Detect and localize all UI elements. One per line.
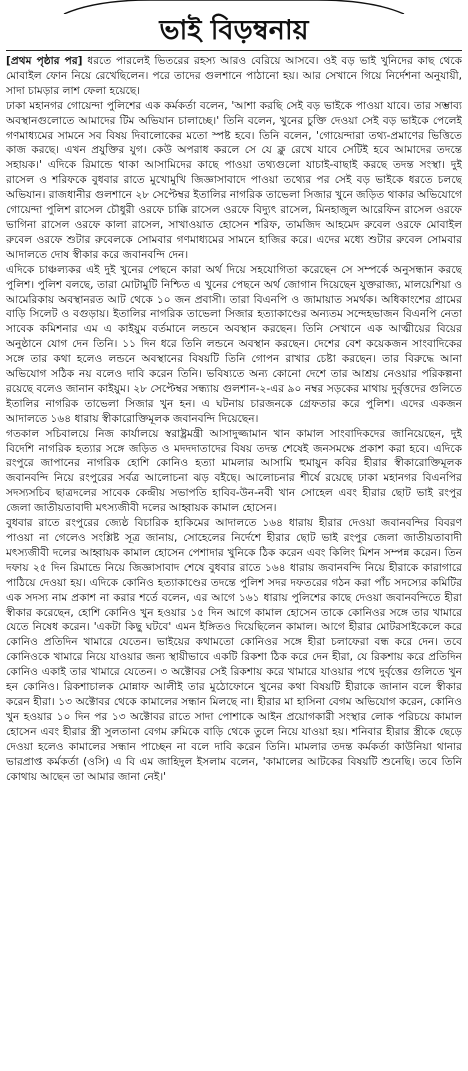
article-paragraph: এদিকে চাঞ্চল্যকর এই দুই খুনের পেছনে কারা অর্থ দিয়ে সহযোগিতা করেছেন সে সম্পর্কে অনুসন্ধান করছে পুলিশ। পুলিশ বলছে, তারা মোটামুটি নিশ্চিত এ খুনের পেছনে অর্থ জোগান দিয়েছেন যুক্তরাজ্য, মালয়েশিয়া ও আমেরিকায় অবস্থানরত আট থেকে ১০ জন প্রবাসী। তারা বিএনপি ও জামায়াত সমর্থক। অধিকাংশের গ্রামের বাড়ি সিলেট ও বগুড়ায়। ইতালির নাগরিক তাভেলা সিজার হত্যাকাণ্ডের অন্যতম সন্দেহভাজন বিএনপি নেতা সাবেক কমিশনার এম এ কাইয়ুম বর্তমানে লন্ডনে অবস্থান করছেন। তিনি সেখানে এক আত্মীয়ের বিয়ের অনুষ্ঠানে যোগ দেন তিনি। ১১ দিন ধরে তিনি লন্ডনে অবস্থান করছেন। দেশের বেশ কয়েকজন সাংবাদিকের সঙ্গে তার কথা হলেও লন্ডনে অবস্থানের বিষয়টি তিনি গোপন রাখার চেষ্টা করছেন। তার বিরুদ্ধে আনা অভিযোগ সঠিক নয় বলেও দাবি করেন তিনি। ভবিষ্যতে অন্য কোনো দেশে তার আশ্রয় নেওয়ার পরিকল্পনা রয়েছে বলেও জানান কাইয়ুম। ২৮ সেপ্টেম্বর সন্ধ্যায় গুলশান-২-এর ৯০ নম্বর সড়কের মাথায় দুর্বৃত্তদের গুলিতে ইতালির নাগরিক তাভেলা সিজার খুন হন। এ ঘটনায় চারজনকে গ্রেফতার করে পুলিশ। এদের একজন আদালতে ১৬৪ ধারায় স্বীকারোক্তিমূলক জবানবন্দি দিয়েছেন। (6, 263, 462, 425)
continuation-label: [প্রথম পৃষ্ঠার পর] (6, 55, 83, 67)
article-paragraph: বুধবার রাতে রংপুরের জ্যেষ্ঠ বিচারিক হাকিমের আদালতে ১৬৪ ধারায় হীরার দেওয়া জবানবন্দির বিবরণ পাওয়া না গেলেও সংশ্লিষ্ট সূত্র জানায়, সোহেলের নির্দেশে হীরার ছোট ভাই রংপুর জেলা জাতীয়তাবাদী মৎস্যজীবী দলের আহ্বায়ক কামাল হোসেন পেশাদার খুনিকে ঠিক করেন এবং কিলিং মিশন সম্পন্ন করেন। তিন দফায় ২৫ দিন রিমান্ডে নিয়ে জিজ্ঞাসাবাদ শেষে বুধবার রাতে ১৬৪ ধারায় জবানবন্দি নিয়ে হীরাকে কারাগারে পাঠিয়ে দেওয়া হয়। এদিকে কোনিও হত্যাকাণ্ডের তদন্তে পুলিশ সদর দফতরের গঠন করা পাঁচ সদস্যের কমিটির এক সদস্য নাম প্রকাশ না করার শর্তে বলেন, এর আগে ১৬১ ধারায় পুলিশের কাছে দেওয়া জবানবন্দিতে হীরা স্বীকার করেছেন, হোশি কোনিও খুন হওয়ার ১৫ দিন আগে কামাল হোসেন তাকে কোনিওর সঙ্গে তার খামারে যেতে নিষেধ করেন। 'একটা কিছু ঘটবে' এমন ইঙ্গিতও দিয়েছিলেন কামাল। আগে হীরার মোটরসাইকেলে করে কোনিও প্রতিদিন খামারে যেতেন। ভাইয়ের কথামতো কোনিওর সঙ্গে হীরা চলাফেরা বন্ধ করে দেন। তবে কোনিওকে খামারে নিয়ে যাওয়ার জন্য স্থায়ীভাবে একটি রিকশা ঠিক করে দেন হীরা, যে রিকশায় করে প্রতিদিন কোনিও একাই তার খামারে যেতেন। ৩ অক্টোবর সেই রিকশায় করে খামারে যাওয়ার পথে দুর্বৃত্তের গুলিতে খুন হন কোনিও। রিকশাচালক মোন্নাফ আলীই তার মুঠোফোনে খুনের কথা বিষয়টি হীরাকে জানান বলে স্বীকার করেন হীরা। ১৩ অক্টোবর থেকে কামালের সন্ধান মিলছে না। হীরার মা হাসিনা বেগম অভিযোগ করেন, কোনিও খুন হওয়ার ১০ দিন পর ১৩ অক্টোবর রাতে সাদা পোশাকে আইন প্রয়োগকারী সংস্থার লোক পরিচয়ে কামাল হোসেন এবং হীরার স্ত্রী সুলতানা বেগম রুমিকে বাড়ি থেকে তুলে নিয়ে যাওয়া হয়। শনিবার হীরার স্ত্রীকে ছেড়ে দেওয়া হলেও কামালের সন্ধান পাচ্ছেন না বলে দাবি করেন তিনি। মামলার তদন্ত কর্মকর্তা কাউনিয়া থানার ভারপ্রাপ্ত কর্মকর্তা (ওসি) এ বি এম জাহিদুল ইসলাম বলেন, 'কামালের আটকের বিষয়টি শুনেছি। তবে তিনি কোথায় আছেন তা আমার জানা নেই।' (6, 517, 462, 783)
article-paragraph (6, 54, 462, 99)
article-headline: ভাই বিড়ম্বনায় (159, 15, 309, 46)
article-paragraph: ঢাকা মহানগর গোয়েন্দা পুলিশের এক কর্মকর্তা বলেন, 'আশা করছি সেই বড় ভাইকে পাওয়া যাবে। তার সম্ভাব্য অবস্থানগুলোতে আমাদের টিম অভিযান চালাচ্ছে।' তিনি বলেন, খুনের চুক্তি দেওয়া সেই বড় ভাইকে পেলেই গণমাধ্যমের সামনে সব বিষয় দিবালোকের মতো স্পষ্ট হবে। তিনি বলেন, 'গোয়েন্দারা তথ্য-প্রমাণের ভিত্তিতে কাজ করছে। এখন প্রযুক্তির যুগ। কেউ অপরাধ করলে সে যে ক্লু রেখে যাবে সেটিই হবে আমাদের তদন্তে সহায়ক।' এদিকে রিমান্ডে থাকা আসামিদের কাছে পাওয়া তথ্যগুলো যাচাই-বাছাই করছে তদন্ত সংস্থা। দুই রাসেল ও শরিফকে বুধবার রাতে মুখোমুখি জিজ্ঞাসাবাদে পাওয়া তথ্যের পর সেই বড় ভাইকে ধরতে চলছে অভিযান। রাজধানীর গুলশানে ২৮ সেপ্টেম্বর ইতালির নাগরিক তাভেলা সিজার খুনে জড়িত থাকার অভিযোগে গোয়েন্দা পুলিশ রাসেল চৌধুরী ওরফে চাক্কি রাসেল ওরফে বিদ্যুৎ রাসেল, মিনহাজুল আরেফিন রাসেল ওরফে ভাগিনা রাসেল ওরফে কালা রাসেল, সাখাওয়াত হোসেন শরিফ, তামজিদ আহমেদ রুবেল ওরফে মোবাইল রুবেল ওরফে শুটার রুবেলকে সোমবার গণমাধ্যমের সামনে হাজির করে। এদের মধ্যে শুটার রুবেল সোমবার আদালতে দোষ স্বীকার করে জবানবন্দি দেন। (6, 99, 462, 261)
article-paragraph: গতকাল সচিবালয়ে নিজ কার্যালয়ে স্বরাষ্ট্রমন্ত্রী আসাদুজ্জামান খান কামাল সাংবাদিকদের জানিয়েছেন, দুই বিদেশি নাগরিক হত্যার সঙ্গে জড়িত ও মদদদাতাদের বিষয় তদন্ত শেষেই জনসমক্ষে প্রকাশ করা হবে। এদিকে রংপুরে জাপানের নাগরিক হোশি কোনিও হত্যা মামলার আসামি হুমায়ুন কবির হীরার স্বীকারোক্তিমূলক জবানবন্দি নিয়ে রংপুরের সর্বত্র আলোচনা ঝড় বইছে। আলোচনার শীর্ষে রয়েছে ঢাকা মহানগর বিএনপির সদস্যসচিব ছাত্রদলের সাবেক কেন্দ্রীয় সভাপতি হাবিব-উন-নবী খান সোহেল এবং হীরার ছোট ভাই রংপুর জেলা জাতীয়তাবাদী মৎস্যজীবী দলের আহ্বায়ক কামাল হোসেন। (6, 427, 462, 515)
headline-divider (6, 50, 462, 51)
article-body (6, 54, 462, 1066)
paragraph-text: ধরতে পারলেই ভিতরের রহস্য আরও বেরিয়ে আসবে। ওই বড় ভাই খুনিদের কাছ থেকে মোবাইল ফোন নিয়ে রেখেছিলেন। পরে তাদের গুলশানে পাঠানো হয়। আর সেখানে গিয়ে নির্দেশনা অনুযায়ী, সাদা চামড়ার লাশ ফেলা হয়েছে। (6, 55, 462, 97)
decorative-frame-arc (0, 0, 468, 14)
